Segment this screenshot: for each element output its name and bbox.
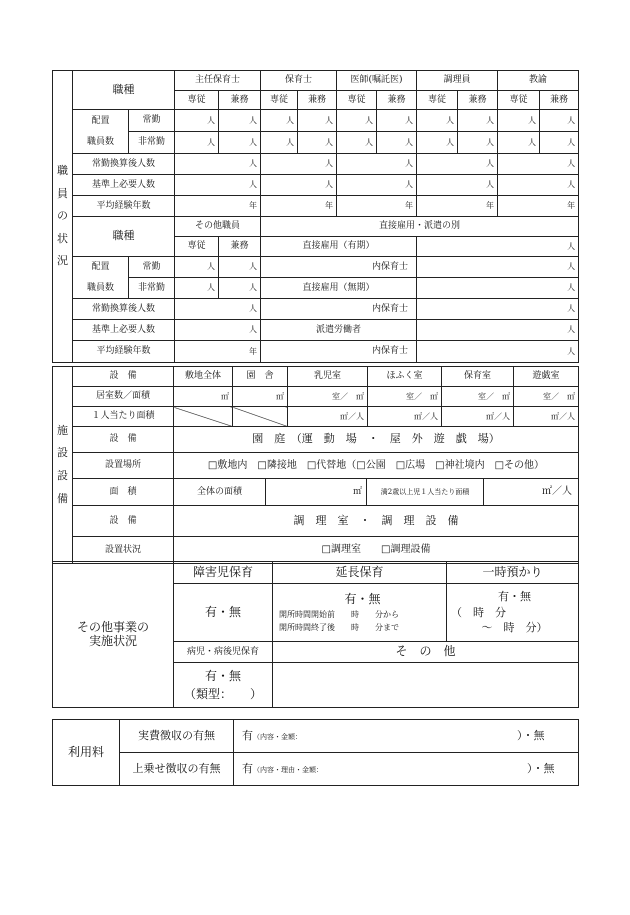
count-cell[interactable]: 人 [261,175,337,196]
year-cell[interactable]: 年 [175,341,261,363]
room-area-cell[interactable]: 室／ ㎡ [288,387,368,407]
area-label: 面 積 [73,479,174,506]
count-cell[interactable]: 人 [175,110,219,132]
count-cell[interactable]: 人 [498,175,579,196]
count-cell[interactable]: 人 [175,320,261,341]
per-area-cell[interactable]: ㎡／人 [368,407,442,427]
disabled-yes-no[interactable]: 有・無 [174,584,273,642]
direct-unfixed-label: 直接雇用（無期） [261,278,417,299]
job-type-header: 職種 [73,71,175,110]
temporary-care-label: 一時預かり [447,562,579,584]
other-detail[interactable] [273,663,579,708]
fte-label: 常勤換算後人数 [73,154,175,175]
count-cell[interactable]: 人 [498,154,579,175]
room-area-cell[interactable]: 室／ ㎡ [442,387,514,407]
count-cell[interactable]: 人 [261,110,298,132]
facility-section-title: 施 設 設 備 [53,367,73,564]
count-cell[interactable]: 人 [498,132,540,154]
count-cell[interactable]: 人 [417,320,579,341]
extra-fee-label: 上乗せ徴収の有無 [120,753,234,786]
col-head-doctor: 医師(嘱託医) [337,71,417,91]
count-cell[interactable]: 人 [417,299,579,320]
count-cell[interactable]: 人 [377,110,417,132]
direct-fixed-label: 直接雇用（有期） [261,237,417,257]
year-cell[interactable]: 年 [417,196,498,217]
count-cell[interactable]: 人 [219,257,261,278]
count-cell[interactable]: 人 [175,132,219,154]
count-cell[interactable]: 人 [337,154,417,175]
disabled-care-label: 障害児保育 [174,562,273,584]
nurse-sub-label: 内保育士 [261,299,417,320]
count-cell[interactable]: 人 [219,132,261,154]
avg-exp-label: 平均経験年数 [73,341,175,363]
equipment-label: 設 備 [73,367,174,387]
senju-label: 専従 [417,91,458,110]
actual-cost-label: 実費徴収の有無 [120,720,234,753]
diagonal-cell [233,407,288,427]
parttime-label: 非常勤 [129,132,175,154]
total-area-label: 全体の面積 [174,479,266,505]
kitchen-options[interactable]: □調理室 □調理設備 [174,537,579,564]
count-cell[interactable]: 人 [540,110,579,132]
count-cell[interactable]: 人 [175,257,219,278]
count-cell[interactable]: 人 [261,154,337,175]
year-cell[interactable]: 年 [175,196,261,217]
fulltime-label: 常勤 [129,110,175,132]
kenmu-label: 兼務 [540,91,579,110]
count-cell[interactable]: 人 [417,110,458,132]
col-head-nurse: 保育士 [261,71,337,91]
diagonal-cell [174,407,233,427]
kenmu-label: 兼務 [219,91,261,110]
col-building: 園 舎 [233,367,288,387]
area-cell[interactable]: ㎡ [233,387,288,407]
count-cell[interactable]: 人 [417,257,579,278]
count-cell[interactable]: 人 [458,132,498,154]
staff-section-title: 職 員 の 状 況 [53,71,73,363]
count-cell[interactable]: 人 [458,110,498,132]
fte-label: 常勤換算後人数 [73,299,175,320]
count-cell[interactable]: 人 [298,132,337,154]
extended-detail[interactable]: 有・無 開所時間開始前 時 分から 開所時間終了後 時 分まで [273,584,447,642]
room-area-label: 居室数／面積 [73,387,174,407]
per-area-cell[interactable]: ㎡／人 [514,407,579,427]
area-cell[interactable]: ㎡ [174,387,233,407]
over2-label: 満2歳以上児１人当たり面積 [367,479,484,505]
col-play-room: 遊戯室 [514,367,579,387]
nurse-sub-label: 内保育士 [261,257,417,278]
per-area-cell[interactable]: ㎡／人 [288,407,368,427]
col-infant-room: 乳児室 [288,367,368,387]
kenmu-label: 兼務 [219,237,261,257]
count-cell[interactable]: 人 [417,341,579,363]
actual-cost-detail[interactable]: 有（内容・金額： ）・無 [234,720,579,753]
placement-label: 配置 職員数 [73,110,129,154]
location-options[interactable]: □敷地内 □隣接地 □代替地（□公園 □広場 □神社境内 □その他） [174,453,579,479]
col-head-chief: 主任保育士 [175,71,261,91]
count-cell[interactable]: 人 [219,110,261,132]
senju-label: 専従 [261,91,298,110]
count-cell[interactable]: 人 [417,175,498,196]
over2-value[interactable]: ㎡／人 [542,486,572,498]
kitchen-heading: 調 理 室 ・ 調 理 設 備 [174,506,579,537]
count-cell[interactable]: 人 [417,154,498,175]
hire-type-header: 直接雇用・派遣の別 [261,217,579,237]
year-cell[interactable]: 年 [261,196,337,217]
job-type-header-2: 職種 [73,217,175,257]
count-cell[interactable]: 人 [377,132,417,154]
count-cell[interactable]: 人 [498,110,540,132]
col-site: 敷地全体 [174,367,233,387]
kenmu-label: 兼務 [458,91,498,110]
parttime-label: 非常勤 [129,278,175,299]
count-cell[interactable]: 人 [337,175,417,196]
fee-table [52,719,579,786]
status-label: 設置状況 [73,537,174,564]
senju-label: 専従 [175,91,219,110]
temporary-detail[interactable]: 有・無 （ 時 分 ～ 時 分） [447,584,579,642]
required-label: 基準上必要人数 [73,175,175,196]
count-cell[interactable]: 人 [337,110,377,132]
count-cell[interactable]: 人 [417,132,458,154]
per-area-cell[interactable]: ㎡／人 [442,407,514,427]
year-cell[interactable]: 年 [337,196,417,217]
other-programs-table [52,561,579,708]
avg-exp-label: 平均経験年数 [73,196,175,217]
equipment-label: 設 備 [73,506,174,537]
kenmu-label: 兼務 [298,91,337,110]
count-cell[interactable]: 人 [219,278,261,299]
extra-fee-detail[interactable]: 有（内容・理由・金額： ）・無 [234,753,579,786]
placement-label-2: 配置 職員数 [73,257,129,299]
col-nursery-room: 保育室 [442,367,514,387]
count-cell[interactable]: 人 [261,132,298,154]
count-cell[interactable]: 人 [175,278,219,299]
senju-label: 専従 [498,91,540,110]
senju-label: 専従 [337,91,377,110]
extended-care-label: 延長保育 [273,562,447,584]
count-cell[interactable]: 人 [417,278,579,299]
per-person-label: １人当たり面積 [73,407,174,427]
location-label: 設置場所 [73,453,174,479]
year-cell[interactable]: 年 [498,196,579,217]
area-row [174,479,579,506]
other-label: そ の 他 [273,642,579,663]
count-cell[interactable]: 人 [540,132,579,154]
sick-care-label: 病児・病後児保育 [174,642,273,663]
count-cell[interactable]: 人 [175,175,261,196]
garden-heading: 園 庭 （運 動 場 ・ 屋 外 遊 戯 場） [174,427,579,453]
sick-care-detail[interactable]: 有・無 （類型： ） [174,663,273,708]
fulltime-label: 常勤 [129,257,175,278]
staff-table [52,70,579,363]
equipment-label: 設 備 [73,427,174,453]
count-cell[interactable]: 人 [175,154,261,175]
senju-label: 専従 [175,237,219,257]
nurse-sub-label: 内保育士 [261,341,417,363]
required-label: 基準上必要人数 [73,320,175,341]
kenmu-label: 兼務 [377,91,417,110]
col-head-teacher: 教諭 [498,71,579,91]
fee-title: 利用料 [53,720,120,786]
count-cell[interactable]: 人 [417,237,579,257]
other-staff-header: その他職員 [175,217,261,237]
count-cell[interactable]: 人 [298,110,337,132]
other-programs-title: その他事業の 実施状況 [53,562,174,708]
facility-table [52,366,579,564]
dispatch-label: 派遣労働者 [261,320,417,341]
col-head-cook: 調理員 [417,71,498,91]
room-area-cell[interactable]: 室／ ㎡ [514,387,579,407]
count-cell[interactable]: 人 [175,299,261,320]
room-area-cell[interactable]: 室／ ㎡ [368,387,442,407]
count-cell[interactable]: 人 [337,132,377,154]
col-crawl-room: ほふく室 [368,367,442,387]
total-area-value[interactable]: ㎡ [266,479,367,505]
